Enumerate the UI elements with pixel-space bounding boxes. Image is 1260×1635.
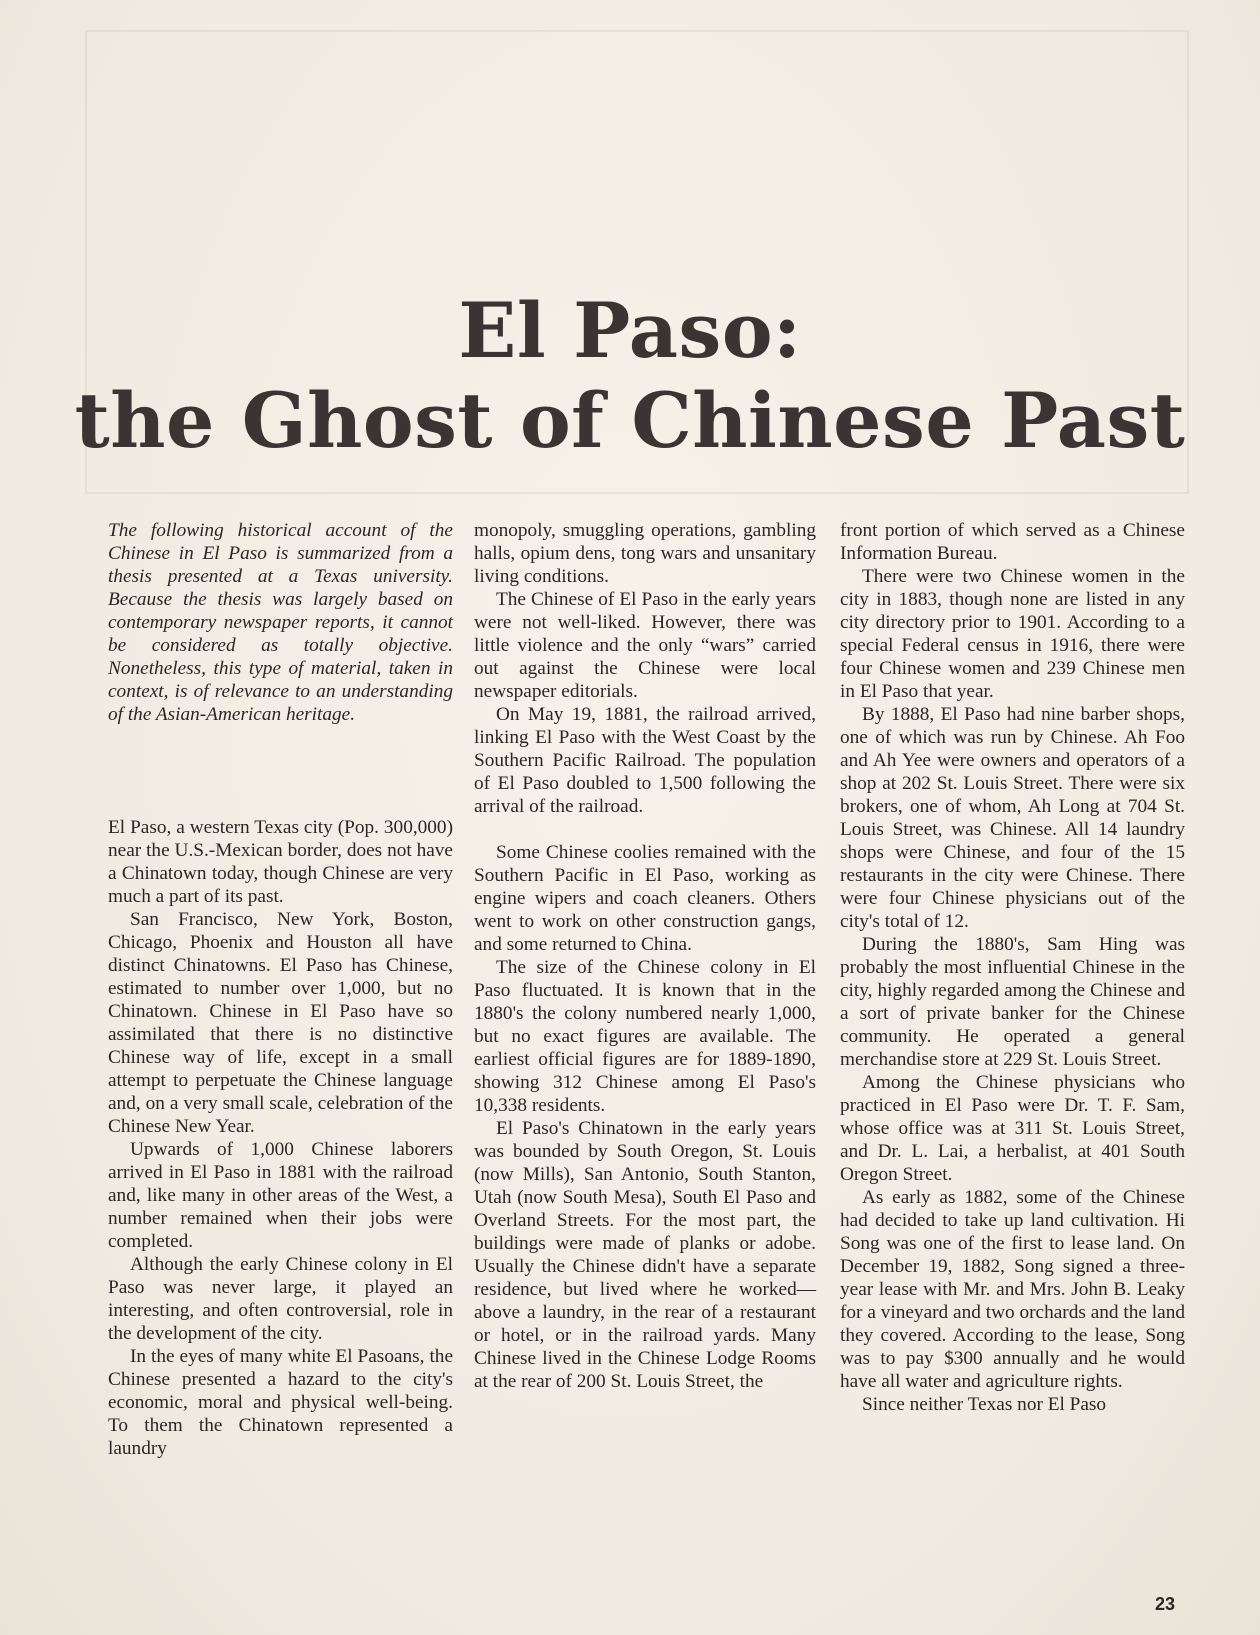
article-title-line-2: the Ghost of Chinese Past <box>74 376 1186 465</box>
body-paragraph: During the 1880's, Sam Hing was probably the most influential Chinese in the city, highly regarded among the Chinese and a sort of private banker for the Chinese community. He operated a general merchandise store at 229 St. Louis Street. <box>840 934 1185 1070</box>
body-paragraph: The size of the Chinese colony in El Paso fluctuated. It is known that in the 1880's the colony numbered nearly 1,000, but no exact figures are available. The earliest official figures are for 1889-1890, showing 312 Chinese among El Paso's 10,338 residents. <box>474 957 816 1116</box>
body-paragraph: There were two Chinese women in the city in 1883, though none are listed in any city directory prior to 1901. According to a special Federal census in 1916, there were four Chinese women and 239 Chinese men in El Paso that year. <box>840 566 1185 702</box>
body-paragraph: front portion of which served as a Chinese Information Bureau. <box>840 520 1185 564</box>
body-paragraph: By 1888, El Paso had nine barber shops, one of which was run by Chinese. Ah Foo and Ah Yee were owners and operators of a shop at 202 St. Louis Street. There were six brokers, one of whom, Ah Long at 704 St. Louis Street, was Chinese. All 14 laundry shops were Chinese, and four of the 15 restaurants in the city were Chinese. There were four Chinese physicians out of the city's total of 12. <box>840 704 1185 932</box>
column-1 <box>108 519 453 1460</box>
body-paragraph: El Paso, a western Texas city (Pop. 300,000) near the U.S.-Mexican border, does not have a Chinatown today, though Chinese are very much a part of its past. <box>108 817 453 907</box>
body-paragraph: As early as 1882, some of the Chinese had decided to take up land cultivation. Hi Song was one of the first to lease land. On December 19, 1882, Song signed a three-year lease with Mr. and Mrs. John B. Leaky for a vineyard and two orchards and the land they covered. According to the lease, Song was to pay $300 annually and he would have all water and agriculture rights. <box>840 1187 1185 1392</box>
intro-paragraph: The following historical account of the Chinese in El Paso is summarized from a thesis presented at a Texas university. Because the thesis was largely based on contemporary newspaper reports, it cannot be considered as totally objective. Nonetheless, this type of material, taken in context, is of relevance to an understanding of the Asian-American heritage. <box>108 520 453 725</box>
page-number: 23 <box>1155 1594 1176 1614</box>
body-paragraph: The Chinese of El Paso in the early years were not well-liked. However, there was little violence and the only “wars” carried out against the Chinese were local newspaper editorials. <box>474 589 816 702</box>
body-paragraph: monopoly, smuggling operations, gambling halls, opium dens, tong wars and unsanitary living conditions. <box>474 520 816 587</box>
body-paragraph: Among the Chinese physicians who practiced in El Paso were Dr. T. F. Sam, whose office was at 311 St. Louis Street, and Dr. L. Lai, a herbalist, at 401 South Oregon Street. <box>840 1072 1185 1185</box>
column-2 <box>474 519 816 1393</box>
body-paragraph: Upwards of 1,000 Chinese laborers arrived in El Paso in 1881 with the railroad and, like many in other areas of the West, a number remained when their jobs were completed. <box>108 1139 453 1252</box>
body-paragraph: Some Chinese coolies remained with the Southern Pacific in El Paso, working as engine wipers and coach cleaners. Others went to work on other construction gangs, and some returned to China. <box>474 842 816 955</box>
body-paragraph: In the eyes of many white El Pasoans, the Chinese presented a hazard to the city's economic, moral and physical well-being. To them the Chinatown represented a laundry <box>108 1346 453 1459</box>
article-title-line-1: El Paso: <box>458 286 802 375</box>
body-paragraph: El Paso's Chinatown in the early years was bounded by South Oregon, St. Louis (now Mills), San Antonio, South Stanton, Utah (now South Mesa), South El Paso and Overland Streets. For the most part, the buildings were made of planks or adobe. Usually the Chinese didn't have a separate residence, but lived where he worked—above a laundry, in the rear of a restaurant or hotel, or in the railroad yards. Many Chinese lived in the Chinese Lodge Rooms at the rear of 200 St. Louis Street, the <box>474 1118 816 1392</box>
body-paragraph: Although the early Chinese colony in El Paso was never large, it played an interesting, and often controversial, role in the development of the city. <box>108 1254 453 1344</box>
column-spacer <box>474 818 816 841</box>
body-paragraph: San Francisco, New York, Boston, Chicago, Phoenix and Houston all have distinct Chinatowns. El Paso has Chinese, estimated to number over 1,000, but no Chinatown. Chinese in El Paso have so assimilated that there is no distinctive Chinese way of life, except in a small attempt to perpetuate the Chinese language and, on a very small scale, celebration of the Chinese New Year. <box>108 909 453 1137</box>
body-paragraph: On May 19, 1881, the railroad arrived, linking El Paso with the West Coast by the Southern Pacific Railroad. The population of El Paso doubled to 1,500 following the arrival of the railroad. <box>474 704 816 817</box>
column-spacer <box>108 726 453 816</box>
column-3 <box>840 519 1185 1416</box>
body-paragraph: Since neither Texas nor El Paso <box>862 1394 1107 1415</box>
